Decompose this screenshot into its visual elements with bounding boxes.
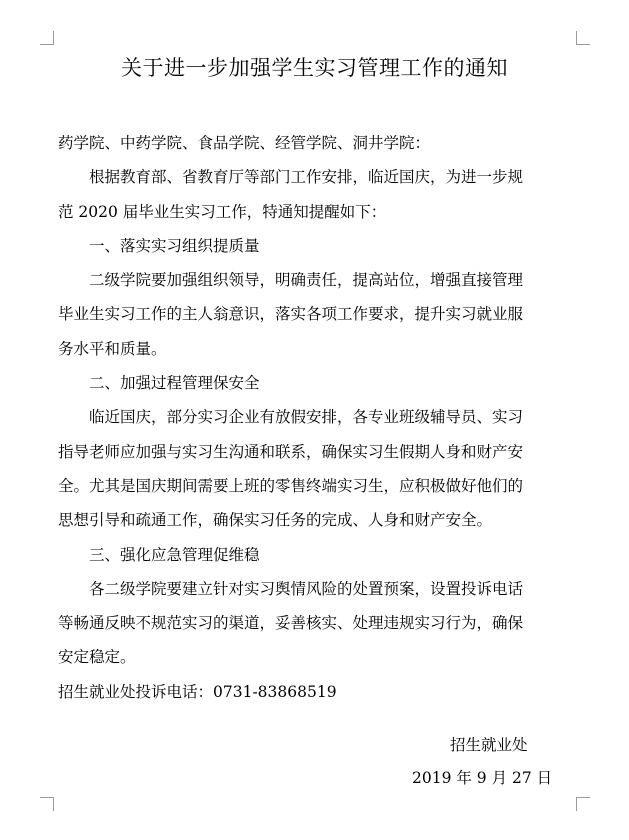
section-3-line-1: 各二级学院要建立针对实习舆情风险的处置预案，设置投诉电话 [89,579,524,598]
section-2-line-3: 全。尤其是国庆期间需要上班的零售终端实习生，应积极做好他们的 [58,476,524,495]
corner-mark-bottom-left [40,797,54,811]
corner-mark-top-right [576,31,590,45]
section-1-line-2: 毕业生实习工作的主人翁意识，落实各项工作要求，提升实习就业服 [58,305,524,324]
contact-line: 招生就业处投诉电话：0731-83868519 [58,682,337,701]
corner-mark-bottom-right [576,797,590,811]
section-3-line-3: 安定稳定。 [58,648,136,667]
signature-office: 招生就业处 [450,736,528,754]
document-title: 关于进一步加强学生实习管理工作的通知 [121,56,508,80]
section-1-line-3: 务水平和质量。 [58,339,167,358]
section-3-heading: 三、强化应急管理促维稳 [89,545,260,564]
section-2-line-2: 指导老师应加强与实习生沟通和联系，确保实习生假期人身和财产安 [58,442,524,461]
section-1-line-1: 二级学院要加强组织领导，明确责任，提高站位，增强直接管理 [89,271,524,290]
section-1-heading: 一、落实实习组织提质量 [89,236,260,255]
intro-line-2: 范 2020 届毕业生实习工作，特通知提醒如下： [58,202,387,221]
section-3-line-2: 等畅通反映不规范实习的渠道，妥善核实、处理违规实习行为，确保 [58,614,524,633]
section-2-line-1: 临近国庆，部分实习企业有放假安排，各专业班级辅导员、实习 [89,408,524,427]
salutation: 药学院、中药学院、食品学院、经管学院、洞井学院： [58,134,431,152]
intro-line-1: 根据教育部、省教育厅等部门工作安排，临近国庆，为进一步规 [89,168,524,187]
section-2-heading: 二、加强过程管理保安全 [89,374,260,393]
section-2-line-4: 思想引导和疏通工作，确保实习任务的完成、人身和财产安全。 [58,511,493,530]
signature-date: 2019 年 9 月 27 日 [412,769,553,787]
corner-mark-top-left [40,31,54,45]
document-body [58,126,578,709]
